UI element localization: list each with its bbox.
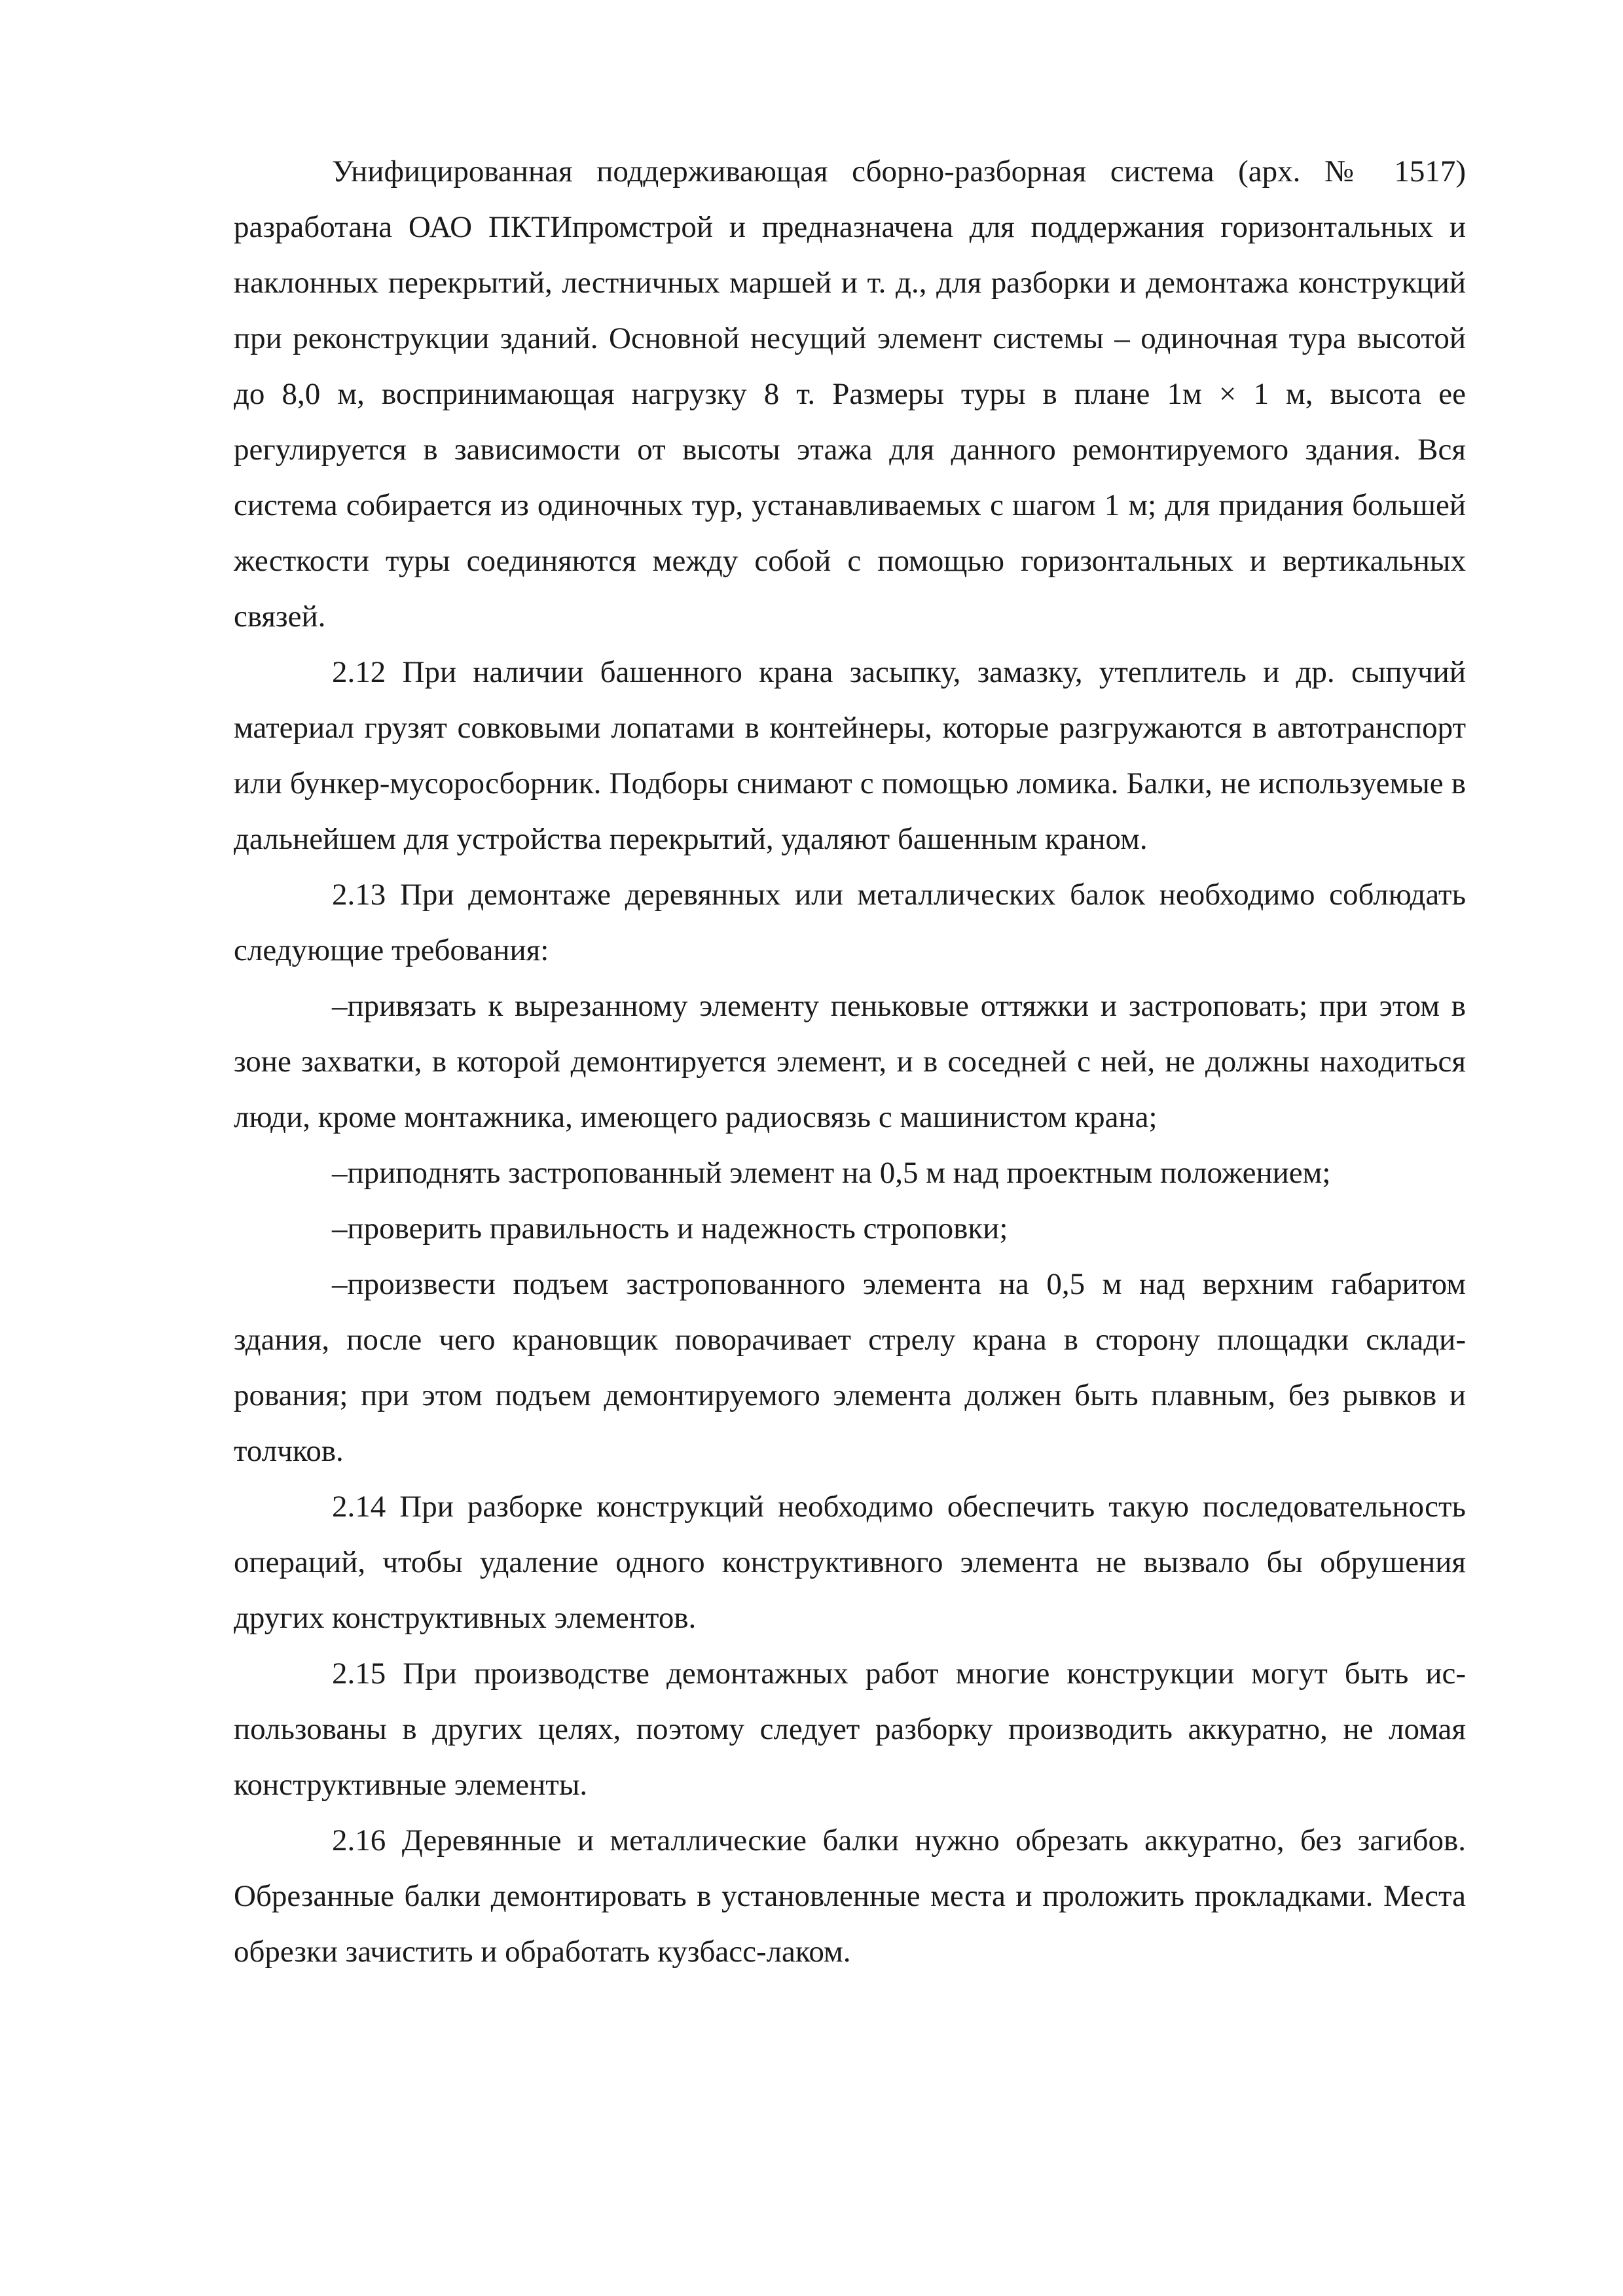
list-item-check-slinging: –проверить правильность и надежность строповки;	[332, 1211, 1008, 1246]
paragraph-2-13: 2.13 При демонтаже деревянных или металлических балок необходимо соблюдать следующие требования:	[234, 878, 1466, 967]
list-item-tie-lines: –привязать к вырезанному элементу пеньковые оттяжки и застроповать; при этом в зоне захватки, в которой демонтируется элемент, и в соседней с ней, не должны находиться люди, кроме монтажника, имеющего радиосвязь с машинистом крана;	[234, 989, 1466, 1134]
paragraph-2-15: 2.15 При производстве демонтажных работ многие конструкции могут быть использованы в других целях, поэтому следует разборку производить аккуратно, не ломая конструктивные элементы.	[234, 1657, 1466, 1802]
paragraph-2-14: 2.14 При разборке конструкций необходимо обеспечить такую последовательность операций, чтобы удаление одного конструктивного элемента не вызвало бы обрушения других конструктивных элементов.	[234, 1490, 1466, 1635]
document-body	[234, 144, 1466, 1980]
paragraph-support-system: Унифицированная поддерживающая сборно-разборная система (арх. № 1517) разработана ОАО ПКТИпромстрой и предназначена для поддержания горизонтальных и наклонных перекрытий, лестничных маршей и т. д., для разборки и демонтажа конструкций при реконструкции зданий. Основной несущий элемент системы – одиночная тура высотой до 8,0 м, воспринимающая нагрузку 8 т. Размеры туры в плане 1м × 1 м, высота ее регулируется в зависимости от высоты этажа для данного ремонтируемого здания. Вся система собирается из одиночных тур, устанавливаемых с шагом 1 м; для придания большей жесткости туры соединяются между собой с помощью горизонтальных и вертикальных связей.	[234, 154, 1466, 634]
paragraph-2-12: 2.12 При наличии башенного крана засыпку, замазку, утеплитель и др. сыпучий материал грузят совковыми лопатами в контейнеры, которые разгружаются в автотранспорт или бункер-мусоросборник. Подборы снимают с помощью ломика. Балки, не используемые в дальнейшем для устройства перекрытий, удаляют башенным краном.	[234, 655, 1466, 856]
paragraph-2-16: 2.16 Деревянные и металлические балки нужно обрезать аккуратно, без загибов. Обрезанные балки демонтировать в установленные места и проложить прокладками. Места обрезки зачистить и обработать кузбасс-лаком.	[234, 1823, 1466, 1969]
list-item-lift-element: –приподнять застропованный элемент на 0,5 м над проектным положением;	[332, 1156, 1331, 1190]
list-item-raise-element: –произвести подъем застропованного элемента на 0,5 м над верхним габаритом здания, после чего крановщик поворачивает стрелу крана в сторону площадки складирования; при этом подъем демонтируемого элемента должен быть плавным, без рывков и толчков.	[234, 1267, 1466, 1468]
